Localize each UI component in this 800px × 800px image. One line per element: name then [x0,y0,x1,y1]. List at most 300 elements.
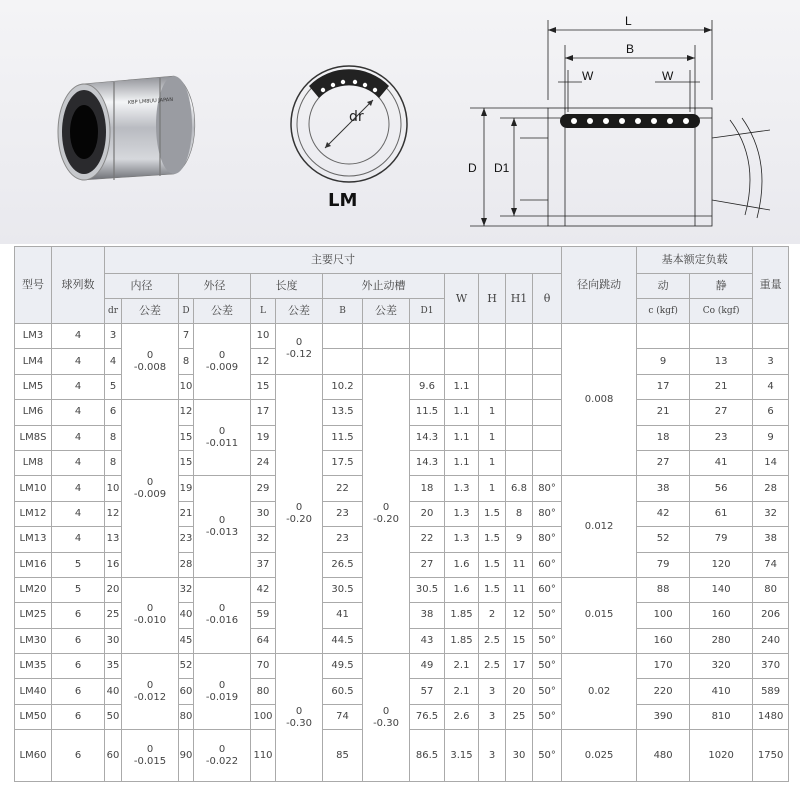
cell-W: 1.1 [445,374,479,399]
cell-D1: 14.3 [410,450,445,475]
cell-dr: 20 [105,577,122,602]
hdr-groove: 外止动槽 [323,274,445,299]
cell-W: 1.85 [445,628,479,653]
cell-dr-tol: 0 -0.015 [122,730,179,782]
cell-D: 32 [179,577,194,602]
cell-L-tol: 0 -0.30 [276,654,323,782]
cell-radial: 0.008 [562,324,637,476]
cell-co: 120 [690,552,753,577]
cell-theta: 50° [533,603,562,628]
cell-weight: 32 [753,501,789,526]
cell-L: 15 [251,374,276,399]
L-label: L [625,14,632,28]
cell-H: 1 [479,400,506,425]
cell-L-tol: 0 -0.20 [276,374,323,653]
cell-co: 320 [690,654,753,679]
lm-label: LM [328,190,358,211]
cell-c: 170 [637,654,690,679]
cell-co: 56 [690,476,753,501]
cell-L-tol: 0 -0.12 [276,324,323,375]
cell-L: 37 [251,552,276,577]
cell-D: 28 [179,552,194,577]
cell-H: 3 [479,730,506,782]
cell-c: 17 [637,374,690,399]
hdr-main: 主要尺寸 [105,247,562,274]
cell-B-tol [363,349,410,374]
hdr-balls: 球列数 [52,247,105,324]
cell-H1: 6.8 [506,476,533,501]
cell-L: 110 [251,730,276,782]
cell-B-tol [363,324,410,349]
cell-theta: 80° [533,527,562,552]
cell-L: 10 [251,324,276,349]
table-row [15,324,789,349]
cell-W: 1.1 [445,425,479,450]
cell-D1: 76.5 [410,704,445,729]
cell-dr: 8 [105,425,122,450]
header-illustration [0,0,800,244]
cell-c: 52 [637,527,690,552]
cell-D: 80 [179,704,194,729]
cell-H [479,324,506,349]
cell-H1: 25 [506,704,533,729]
hdr-tol2: 公差 [194,299,251,324]
cell-H: 1 [479,425,506,450]
cell-D1: 11.5 [410,400,445,425]
cell-B: 10.2 [323,374,363,399]
cell-H1: 8 [506,501,533,526]
cell-balls: 4 [52,324,105,349]
cell-c: 9 [637,349,690,374]
cell-c: 160 [637,628,690,653]
cell-weight: 6 [753,400,789,425]
cell-H1: 12 [506,603,533,628]
cell-B: 41 [323,603,363,628]
cell-W: 1.6 [445,577,479,602]
cell-H1: 9 [506,527,533,552]
D-label: D [468,161,477,175]
cell-L: 30 [251,501,276,526]
cell-c: 18 [637,425,690,450]
cell-theta [533,349,562,374]
cell-H: 1 [479,476,506,501]
cell-balls: 5 [52,552,105,577]
hdr-D1: D1 [410,299,445,324]
cell-D-tol: 0 -0.009 [194,324,251,400]
cell-balls: 4 [52,425,105,450]
cell-W: 1.3 [445,476,479,501]
cell-weight: 206 [753,603,789,628]
cell-L: 70 [251,654,276,679]
cell-D-tol: 0 -0.013 [194,476,251,578]
cell-co: 280 [690,628,753,653]
cell-weight: 9 [753,425,789,450]
cell-B-tol: 0 -0.20 [363,374,410,653]
cell-co: 41 [690,450,753,475]
cell-B [323,349,363,374]
cell-radial: 0.012 [562,476,637,578]
hdr-length: 长度 [251,274,323,299]
cell-model: LM16 [15,552,52,577]
cell-H: 3 [479,704,506,729]
cell-W: 2.1 [445,679,479,704]
cell-H [479,349,506,374]
cell-model: LM40 [15,679,52,704]
cell-B: 26.5 [323,552,363,577]
cell-D-tol: 0 -0.022 [194,730,251,782]
cell-D: 15 [179,425,194,450]
cell-model: LM6 [15,400,52,425]
cell-D1: 43 [410,628,445,653]
cell-W: 1.1 [445,400,479,425]
cell-D: 10 [179,374,194,399]
cell-L: 80 [251,679,276,704]
cell-D-tol: 0 -0.011 [194,400,251,476]
cell-dr-tol: 0 -0.008 [122,324,179,400]
cell-L: 32 [251,527,276,552]
cell-dr-tol: 0 -0.012 [122,654,179,730]
cell-theta: 50° [533,679,562,704]
cell-H: 2.5 [479,654,506,679]
cell-model: LM8S [15,425,52,450]
cell-model: LM8 [15,450,52,475]
cell-L: 59 [251,603,276,628]
D1-label: D1 [494,161,510,175]
section-drawing [460,8,800,244]
cell-D1: 38 [410,603,445,628]
cell-B: 11.5 [323,425,363,450]
cell-c: 390 [637,704,690,729]
cell-co: 23 [690,425,753,450]
cell-W: 1.6 [445,552,479,577]
cell-D: 21 [179,501,194,526]
cell-D-tol: 0 -0.019 [194,654,251,730]
cell-balls: 4 [52,476,105,501]
cell-model: LM13 [15,527,52,552]
hdr-D: D [179,299,194,324]
cell-H: 1.5 [479,527,506,552]
cell-L: 12 [251,349,276,374]
cell-dr-tol: 0 -0.009 [122,400,179,578]
cell-radial: 0.015 [562,577,637,653]
hdr-load: 基本额定负载 [637,247,753,274]
cell-co: 21 [690,374,753,399]
cell-theta: 80° [533,476,562,501]
cell-dr: 30 [105,628,122,653]
cell-H: 2 [479,603,506,628]
cell-dr: 12 [105,501,122,526]
cell-H1 [506,374,533,399]
cell-D1: 20 [410,501,445,526]
cell-dr: 16 [105,552,122,577]
W-left-label: W [582,69,594,83]
B-label: B [626,42,635,56]
cell-weight: 80 [753,577,789,602]
cell-D1: 27 [410,552,445,577]
cell-weight: 1480 [753,704,789,729]
cell-theta: 80° [533,501,562,526]
cell-model: LM10 [15,476,52,501]
cell-H1: 11 [506,577,533,602]
cell-D1: 30.5 [410,577,445,602]
cell-B: 30.5 [323,577,363,602]
cell-model: LM5 [15,374,52,399]
cell-model: LM12 [15,501,52,526]
cell-c: 79 [637,552,690,577]
cell-theta: 50° [533,704,562,729]
cell-model: LM3 [15,324,52,349]
cell-weight: 4 [753,374,789,399]
cell-B: 60.5 [323,679,363,704]
cell-D1 [410,349,445,374]
W-right-label: W [662,69,674,83]
cell-D1: 86.5 [410,730,445,782]
hdr-L: L [251,299,276,324]
hdr-dr: dr [105,299,122,324]
cell-D: 19 [179,476,194,501]
cell-dr: 25 [105,603,122,628]
cell-D: 15 [179,450,194,475]
cell-balls: 4 [52,349,105,374]
cell-balls: 5 [52,577,105,602]
cell-co: 1020 [690,730,753,782]
cell-balls: 6 [52,730,105,782]
cell-balls: 4 [52,374,105,399]
cell-D1: 22 [410,527,445,552]
cell-D1: 18 [410,476,445,501]
hdr-tol1: 公差 [122,299,179,324]
cell-theta [533,324,562,349]
cell-c: 42 [637,501,690,526]
cell-co: 160 [690,603,753,628]
cell-balls: 6 [52,603,105,628]
cell-balls: 6 [52,704,105,729]
cell-H [479,374,506,399]
cell-D: 12 [179,400,194,425]
cell-dr: 4 [105,349,122,374]
cell-B: 44.5 [323,628,363,653]
cell-W [445,324,479,349]
cell-D-tol: 0 -0.016 [194,577,251,653]
cell-balls: 6 [52,628,105,653]
cell-co [690,324,753,349]
cell-theta: 60° [533,577,562,602]
cell-radial: 0.02 [562,654,637,730]
cell-dr: 50 [105,704,122,729]
cell-weight: 589 [753,679,789,704]
end-view-drawing [285,64,415,189]
cell-balls: 4 [52,501,105,526]
cell-D1: 49 [410,654,445,679]
cell-weight: 370 [753,654,789,679]
cell-theta [533,450,562,475]
cell-B: 49.5 [323,654,363,679]
cell-model: LM4 [15,349,52,374]
cell-H1 [506,450,533,475]
cell-dr-tol: 0 -0.010 [122,577,179,653]
cell-theta: 50° [533,654,562,679]
cell-c: 21 [637,400,690,425]
cell-theta [533,425,562,450]
cell-W: 2.6 [445,704,479,729]
hdr-theta: θ [533,274,562,324]
cell-H1 [506,349,533,374]
hdr-co: Co (kgf) [690,299,753,324]
hdr-H1: H1 [506,274,533,324]
cell-weight: 38 [753,527,789,552]
cell-co: 13 [690,349,753,374]
cell-D1: 57 [410,679,445,704]
cell-H1 [506,425,533,450]
cell-balls: 4 [52,527,105,552]
cell-c: 38 [637,476,690,501]
cell-H: 3 [479,679,506,704]
cell-W: 3.15 [445,730,479,782]
cell-model: LM20 [15,577,52,602]
cell-B [323,324,363,349]
cell-radial: 0.025 [562,730,637,782]
cell-H1: 20 [506,679,533,704]
cell-theta [533,374,562,399]
cell-W: 1.1 [445,450,479,475]
cell-L: 64 [251,628,276,653]
cell-B: 85 [323,730,363,782]
cell-D: 60 [179,679,194,704]
cell-B-tol: 0 -0.30 [363,654,410,782]
cell-L: 100 [251,704,276,729]
cell-W [445,349,479,374]
cell-balls: 4 [52,400,105,425]
cell-H1 [506,400,533,425]
cell-B: 13.5 [323,400,363,425]
cell-H1: 30 [506,730,533,782]
hdr-c: c (kgf) [637,299,690,324]
cell-co: 61 [690,501,753,526]
cell-dr: 40 [105,679,122,704]
cell-co: 79 [690,527,753,552]
cell-W: 1.3 [445,501,479,526]
cell-H1: 17 [506,654,533,679]
cell-D: 7 [179,324,194,349]
cell-co: 140 [690,577,753,602]
cell-c: 480 [637,730,690,782]
cell-D: 90 [179,730,194,782]
cell-L: 29 [251,476,276,501]
cell-B: 23 [323,501,363,526]
hdr-stat: 静 [690,274,753,299]
cell-H: 1.5 [479,552,506,577]
cell-L: 42 [251,577,276,602]
cell-theta: 50° [533,730,562,782]
cell-weight: 3 [753,349,789,374]
cell-H1 [506,324,533,349]
cell-D1 [410,324,445,349]
cell-theta: 50° [533,628,562,653]
cell-balls: 4 [52,450,105,475]
hdr-model: 型号 [15,247,52,324]
hdr-outer: 外径 [179,274,251,299]
cell-c: 220 [637,679,690,704]
cell-dr: 35 [105,654,122,679]
cell-W: 1.85 [445,603,479,628]
cell-dr: 10 [105,476,122,501]
cell-weight [753,324,789,349]
cell-dr: 13 [105,527,122,552]
cell-B: 22 [323,476,363,501]
cell-model: LM30 [15,628,52,653]
cell-weight: 1750 [753,730,789,782]
cell-H: 2.5 [479,628,506,653]
cell-W: 2.1 [445,654,479,679]
cell-L: 17 [251,400,276,425]
cell-co: 410 [690,679,753,704]
cell-weight: 74 [753,552,789,577]
cell-model: LM50 [15,704,52,729]
cell-dr: 8 [105,450,122,475]
cell-B: 23 [323,527,363,552]
hdr-inner: 内径 [105,274,179,299]
hdr-W: W [445,274,479,324]
cell-model: LM60 [15,730,52,782]
cell-dr: 60 [105,730,122,782]
cell-co: 27 [690,400,753,425]
cell-L: 19 [251,425,276,450]
cell-weight: 28 [753,476,789,501]
cell-weight: 14 [753,450,789,475]
bearing-photo [54,70,204,185]
cell-model: LM35 [15,654,52,679]
cell-balls: 6 [52,679,105,704]
cell-dr: 3 [105,324,122,349]
hdr-H: H [479,274,506,324]
cell-D: 52 [179,654,194,679]
cell-theta: 60° [533,552,562,577]
cell-c: 100 [637,603,690,628]
cell-H1: 15 [506,628,533,653]
cell-D: 8 [179,349,194,374]
cell-L: 24 [251,450,276,475]
cell-weight: 240 [753,628,789,653]
cell-H: 1.5 [479,577,506,602]
cell-D1: 14.3 [410,425,445,450]
hdr-radial: 径向跳动 [562,247,637,324]
hdr-B: B [323,299,363,324]
cell-dr: 6 [105,400,122,425]
cell-D: 23 [179,527,194,552]
cell-c: 27 [637,450,690,475]
cell-co: 810 [690,704,753,729]
spec-table [14,246,789,782]
table-row [15,654,789,679]
cell-balls: 6 [52,654,105,679]
cell-theta [533,400,562,425]
cell-D: 40 [179,603,194,628]
hdr-weight: 重量 [753,247,789,324]
cell-c: 88 [637,577,690,602]
cell-model: LM25 [15,603,52,628]
svg-text:KBP LM8UU JAPAN: KBP LM8UU JAPAN [127,96,174,106]
cell-c [637,324,690,349]
cell-W: 1.3 [445,527,479,552]
hdr-dyn: 动 [637,274,690,299]
cell-B: 74 [323,704,363,729]
hdr-tol3: 公差 [276,299,323,324]
cell-D: 45 [179,628,194,653]
dr-label: dr [349,109,364,125]
hdr-tol4: 公差 [363,299,410,324]
cell-H1: 11 [506,552,533,577]
cell-dr: 5 [105,374,122,399]
